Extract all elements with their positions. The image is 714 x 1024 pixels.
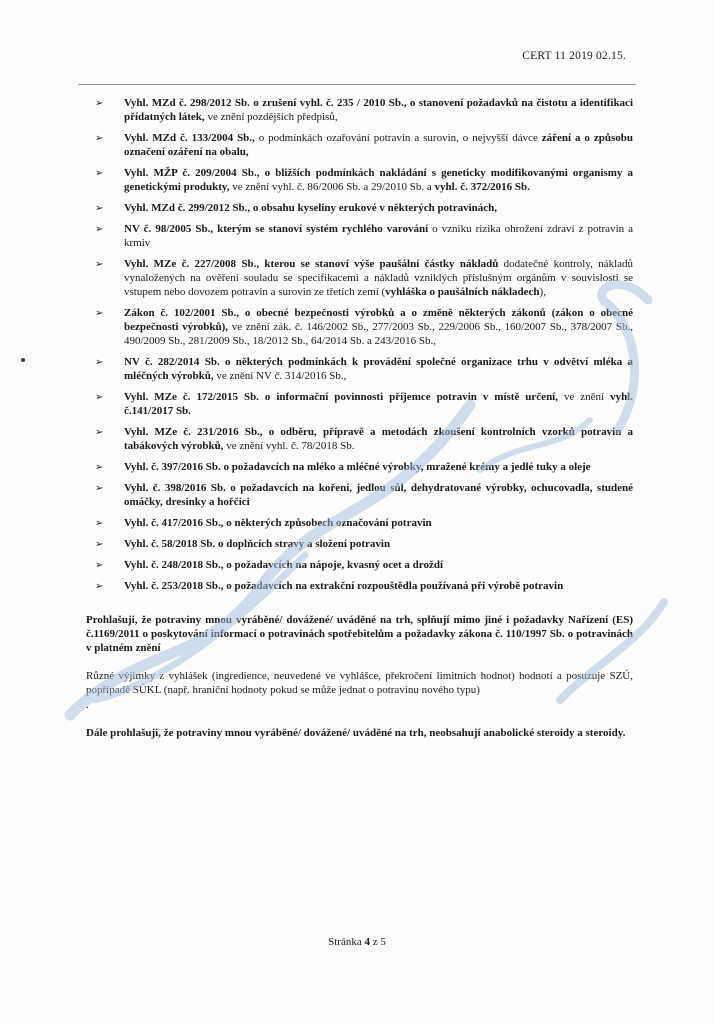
arrow-bullet-icon: ➢	[95, 98, 104, 109]
text-segment: Vyhl. č. 58/2018 Sb. o doplňcích stravy a složení potravin	[124, 538, 391, 550]
list-item-text	[124, 132, 633, 158]
text-segment: ve znění vyhl. č. 78/2018 Sb.	[223, 440, 355, 452]
list-item-text	[124, 356, 633, 382]
text-segment: záření a o způsobu označení ozáření na obalu,	[124, 132, 633, 158]
list-item-text	[124, 307, 633, 347]
list-item	[86, 579, 633, 593]
text-segment: Vyhl. č. 248/2018 Sb., o požadavcích na nápoje, kvasný ocet a droždí	[124, 559, 444, 571]
list-item	[86, 306, 633, 348]
exceptions-paragraph: Různé výjimky z vyhlášek (ingredience, neuvedené ve vyhlášce, překročení limitních hodnot) hodnotí a posuzuje SZÚ, popřípadě SÚKL (např. hraniční hodnoty pokud se může jednat o potravinu nového typu)	[86, 670, 633, 696]
declaration2-paragraph: Dále prohlašuji, že potraviny mnou vyráběné/ dovážené/ uváděné na trh, neobsahují anabolické steroidy a steroidy.	[86, 727, 626, 739]
text-segment: Vyhl. MŽP č. 209/2004 Sb., o bližších podmínkách nakládání s geneticky modifikovanými organismy a genetickými produkty,	[124, 167, 633, 193]
list-item	[86, 355, 633, 383]
list-item-text	[124, 461, 591, 473]
text-segment: Vyhl. č. 397/2016 Sb. o požadavcích na mléko a mléčné výrobky, mražené krémy a jedlé tuky a oleje	[124, 461, 591, 473]
list-item-text	[124, 391, 633, 417]
list-item-text	[124, 167, 633, 193]
footer-page-number: 4	[364, 936, 370, 948]
list-item-text	[124, 258, 633, 298]
scan-artifact-dot	[21, 358, 25, 362]
text-segment: Vyhl. MZd č. 133/2004 Sb.,	[124, 132, 255, 144]
stray-dot-line: .	[86, 699, 89, 711]
arrow-bullet-icon: ➢	[95, 483, 104, 494]
text-segment: NV č. 98/2005 Sb., kterým se stanoví systém rychlého varování	[124, 223, 429, 235]
list-item-text	[124, 202, 497, 214]
text-segment: vyhl. č.141/2017 Sb.	[124, 391, 633, 417]
list-item-text	[124, 517, 432, 529]
arrow-bullet-icon: ➢	[95, 392, 104, 403]
text-segment: Vyhl. MZe č. 227/2008 Sb., kterou se stanoví výše paušální částky nákladů	[124, 258, 499, 270]
arrow-bullet-icon: ➢	[95, 462, 104, 473]
text-segment: Vyhl. č. 253/2018 Sb., o požadavcích na extrakční rozpouštědla používaná při výrobě potravin	[124, 580, 564, 592]
text-segment: vyhl. č. 372/2016 Sb.	[434, 181, 530, 193]
text-segment: Vyhl. č. 398/2016 Sb. o požadavcích na koření, jedlou sůl, dehydratované výrobky, ochucovadla, studené omáčky, dresinky a hořčici	[124, 482, 633, 508]
text-segment: Vyhl. MZd č. 298/2012 Sb. o zrušení vyhl. č. 235 / 2010 Sb., o stanovení požadavků na čistotu a identifikaci přídatných látek,	[124, 97, 633, 123]
text-segment: dodatečné kontroly, nákladů vynaložených na ověření souladu se specifikacemi a nákladů vzniklých příslušným orgánům v souvislosti se vstupem nebo dovozem potravin a surovin ze třetích zemí (	[124, 258, 634, 298]
arrow-bullet-icon: ➢	[95, 168, 104, 179]
text-segment: Zákon č. 102/2001 Sb., o obecné bezpečnosti výrobků a o změně některých zákonů (zákon o obecné bezpečnosti výrobků),	[124, 307, 633, 333]
text-segment: Vyhl. MZe č. 231/2016 Sb., o odběru, přípravě a metodách zkoušení kontrolních vzorků potravin a tabákových výrobků,	[124, 426, 633, 452]
list-item-text	[124, 97, 633, 123]
arrow-bullet-icon: ➢	[95, 259, 104, 270]
arrow-bullet-icon: ➢	[95, 203, 104, 214]
text-segment: ve znění	[558, 391, 611, 403]
arrow-bullet-icon: ➢	[95, 133, 104, 144]
list-item	[86, 537, 633, 551]
list-item-text	[124, 223, 633, 249]
list-item-text	[124, 426, 633, 452]
list-item	[86, 222, 633, 250]
list-item	[86, 425, 633, 453]
document-body	[86, 96, 633, 740]
arrow-bullet-icon: ➢	[95, 539, 104, 550]
page-footer	[0, 936, 714, 948]
list-item	[86, 558, 633, 572]
arrow-bullet-icon: ➢	[95, 518, 104, 529]
text-segment: ve znění pozdějších předpisů,	[204, 111, 338, 123]
list-item	[86, 201, 633, 215]
text-segment: Vyhl. MZd č. 299/2012 Sb., o obsahu kyseliny erukové v některých potravinách,	[124, 202, 498, 214]
document-code: CERT 11 2019 02.15.	[522, 50, 626, 62]
footer-prefix: Stránka	[328, 936, 365, 948]
list-item-text	[124, 538, 390, 550]
text-segment: o podmínkách ozařování potravin a surovin, o nejvyšší dávce	[254, 132, 542, 144]
text-segment: ve znění zák. č. 146/2002 Sb., 277/2003 Sb., 229/2006 Sb., 160/2007 Sb., 378/2007 Sb., 490/2009 Sb., 281/2009 Sb., 18/2012 Sb., 64/2014 Sb. a 243/2016 Sb.,	[124, 321, 633, 347]
list-item-text	[124, 580, 563, 592]
text-segment: ve znění vyhl. č. 86/2006 Sb. a 29/2010 Sb. a	[229, 181, 435, 193]
list-item	[86, 390, 633, 418]
list-item	[86, 460, 633, 474]
header-divider	[78, 84, 636, 85]
arrow-bullet-icon: ➢	[95, 581, 104, 592]
text-segment: Vyhl. č. 417/2016 Sb., o některých způsobech označování potravin	[124, 517, 432, 529]
arrow-bullet-icon: ➢	[95, 308, 104, 319]
list-item	[86, 131, 633, 159]
arrow-bullet-icon: ➢	[95, 427, 104, 438]
arrow-bullet-icon: ➢	[95, 357, 104, 368]
text-segment: ),	[539, 286, 546, 298]
text-segment: NV č. 282/2014 Sb. o některých podmínkách k provádění společné organizace trhu v odvětví mléka a mléčných výrobků,	[124, 356, 633, 382]
list-item-text	[124, 482, 633, 508]
list-item	[86, 166, 633, 194]
text-segment: ve znění NV č. 314/2016 Sb.,	[213, 370, 347, 382]
text-segment: vyhláška o paušálních nákladech	[385, 286, 540, 298]
list-item	[86, 481, 633, 509]
list-item-text	[124, 559, 443, 571]
list-item	[86, 516, 633, 530]
arrow-bullet-icon: ➢	[95, 560, 104, 571]
text-segment: o vzniku rizika ohrožení zdraví z potravin a krmiv	[124, 223, 634, 249]
list-item	[86, 96, 633, 124]
footer-suffix: z 5	[369, 936, 386, 948]
regulation-list	[86, 96, 633, 593]
text-segment: Vyhl. MZe č. 172/2015 Sb. o informační povinnosti příjemce potravin v místě určení,	[124, 391, 558, 403]
arrow-bullet-icon: ➢	[95, 224, 104, 235]
declaration-paragraph: Prohlašuji, že potraviny mnou vyráběné/ dovážené/ uváděné na trh, splňují mimo jiné i požadavky Nařízení (ES) č.1169/2011 o poskytování informací o potravinách spotřebitelům a požadavky zákona č. 110/1997 Sb. o potravinách v platném znění	[86, 614, 633, 654]
list-item	[86, 257, 633, 299]
